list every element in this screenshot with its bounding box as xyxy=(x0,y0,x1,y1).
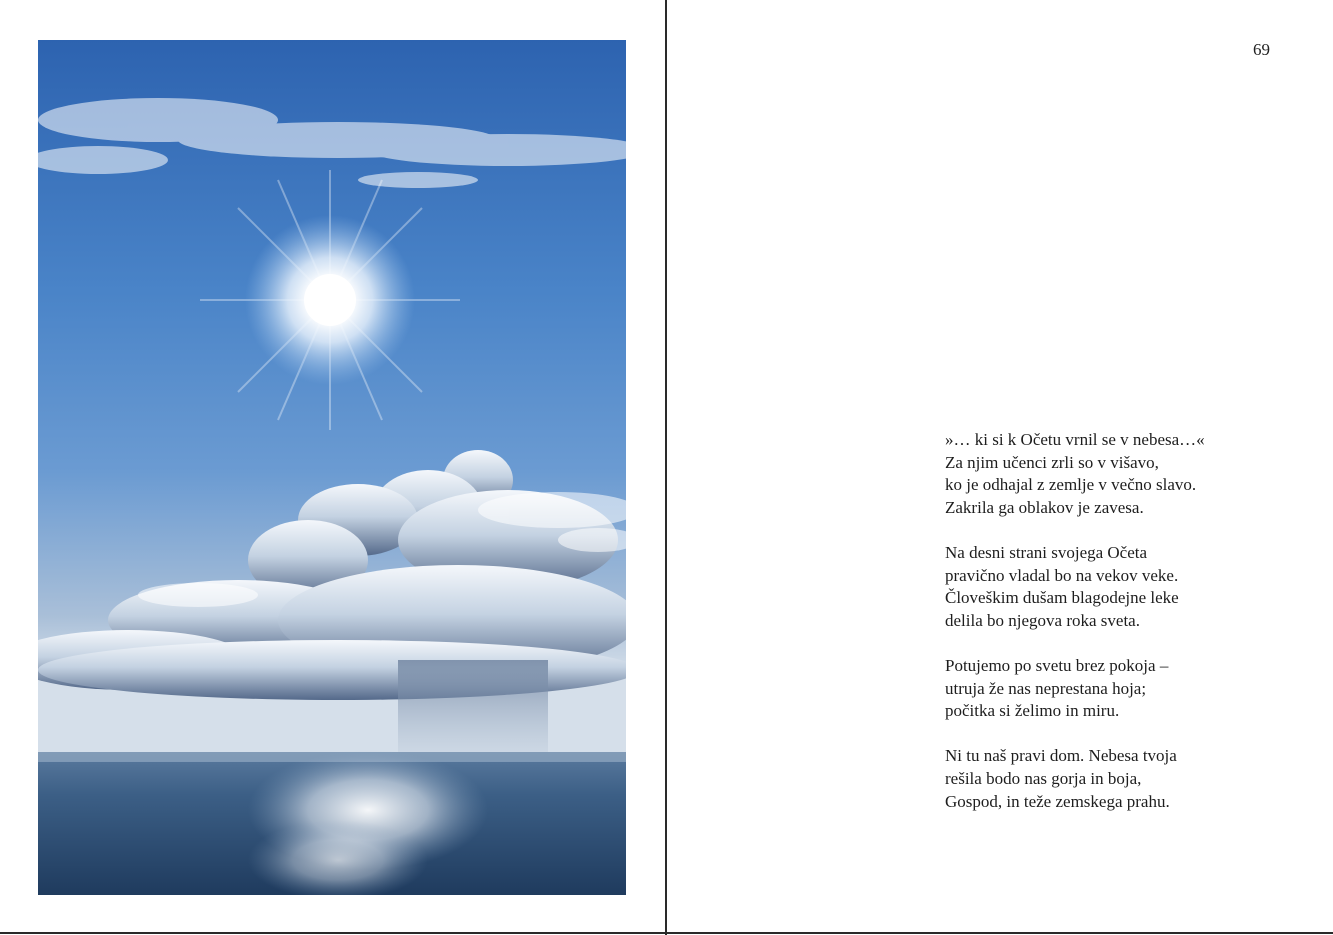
poem-line: Gospod, in teže zemskega prahu. xyxy=(945,791,1170,811)
poem-line: »… ki si k Očetu vrnil se v nebesa…« xyxy=(945,430,1205,449)
poem xyxy=(945,429,1285,836)
poem-line: Potujemo po svetu brez pokoja – xyxy=(945,655,1169,675)
poem-line: utruja že nas neprestana hoja; xyxy=(945,678,1147,698)
poem-line: delila bo njegova roka sveta. xyxy=(945,610,1140,630)
poem-stanza xyxy=(945,745,1285,813)
poem-line: Zakrila ga oblakov je zavesa. xyxy=(945,497,1144,517)
poem-stanza xyxy=(945,429,1285,519)
left-page xyxy=(0,0,666,935)
poem-line: rešila bodo nas gorja in boja, xyxy=(945,768,1142,788)
bottom-border xyxy=(0,932,1333,934)
sky-photo xyxy=(38,40,626,895)
poem-line: ko je odhajal z zemlje v večno slavo. xyxy=(945,475,1197,495)
sky-sun-sea-photo-icon xyxy=(38,40,626,895)
page-number: 69 xyxy=(1253,40,1270,59)
poem-stanza xyxy=(945,655,1285,723)
poem-stanza xyxy=(945,542,1285,632)
poem-line: Ni tu naš pravi dom. Nebesa tvoja xyxy=(945,746,1177,766)
poem-line: pravično vladal bo na vekov veke. xyxy=(945,565,1179,585)
right-page xyxy=(667,0,1333,935)
poem-line: Na desni strani svojega Očeta xyxy=(945,542,1148,562)
poem-line: počitka si želimo in miru. xyxy=(945,701,1120,721)
poem-line: Za njim učenci zrli so v višavo, xyxy=(945,452,1159,472)
poem-line: Človeškim dušam blagodejne leke xyxy=(945,588,1179,608)
